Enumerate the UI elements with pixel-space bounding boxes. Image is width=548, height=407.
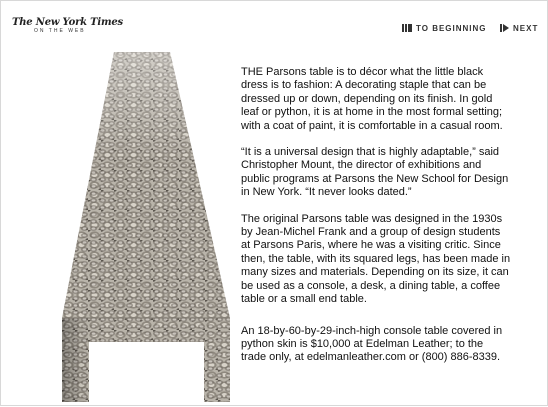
article-paragraph-1: THE Parsons table is to décor what the little black dress is to fashion: A decorating staple that can be dressed up or down, depending on its finish. In gold leaf or python, it is at home in the most formal setting; with a coat of paint, it is comfortable in a casual room. — [241, 66, 503, 132]
to-beginning-button[interactable] — [402, 22, 487, 34]
article-paragraph-2: “It is a universal design that is highly adaptable,” said Christopher Mount, the director of exhibitions and public programs at Parsons the New School for Design in New York. “It never looks dated.” — [241, 146, 509, 199]
article-paragraph-3: The original Parsons table was designed in the 1930s by Jean-Michel Frank and a group of design students at Parsons Paris, where he was a visiting critic. Since then, the table, with its squared legs, has been made in many sizes and materials. Depending on its size, it can be used as a console, a desk, a dining table, a coffee table or a small end table. — [241, 212, 511, 306]
logo-text: The New York Times — [12, 17, 123, 28]
python-table-photo — [62, 50, 232, 402]
to-beginning-label: TO BEGINNING — [416, 23, 487, 33]
article-price-info: An 18-by-60-by-29-inch-high console table covered in python skin is $10,000 at Edelman Leather; to the trade only, at edelmanleather.com or (800) 886-8339. — [241, 324, 503, 364]
next-label: NEXT — [513, 23, 539, 33]
logo-subtext: ON THE WEB — [34, 28, 86, 34]
article-body — [241, 66, 511, 365]
nyt-logo[interactable] — [12, 17, 123, 37]
next-button[interactable] — [500, 22, 538, 34]
skip-back-icon — [402, 24, 412, 32]
next-arrow-icon — [500, 24, 509, 32]
